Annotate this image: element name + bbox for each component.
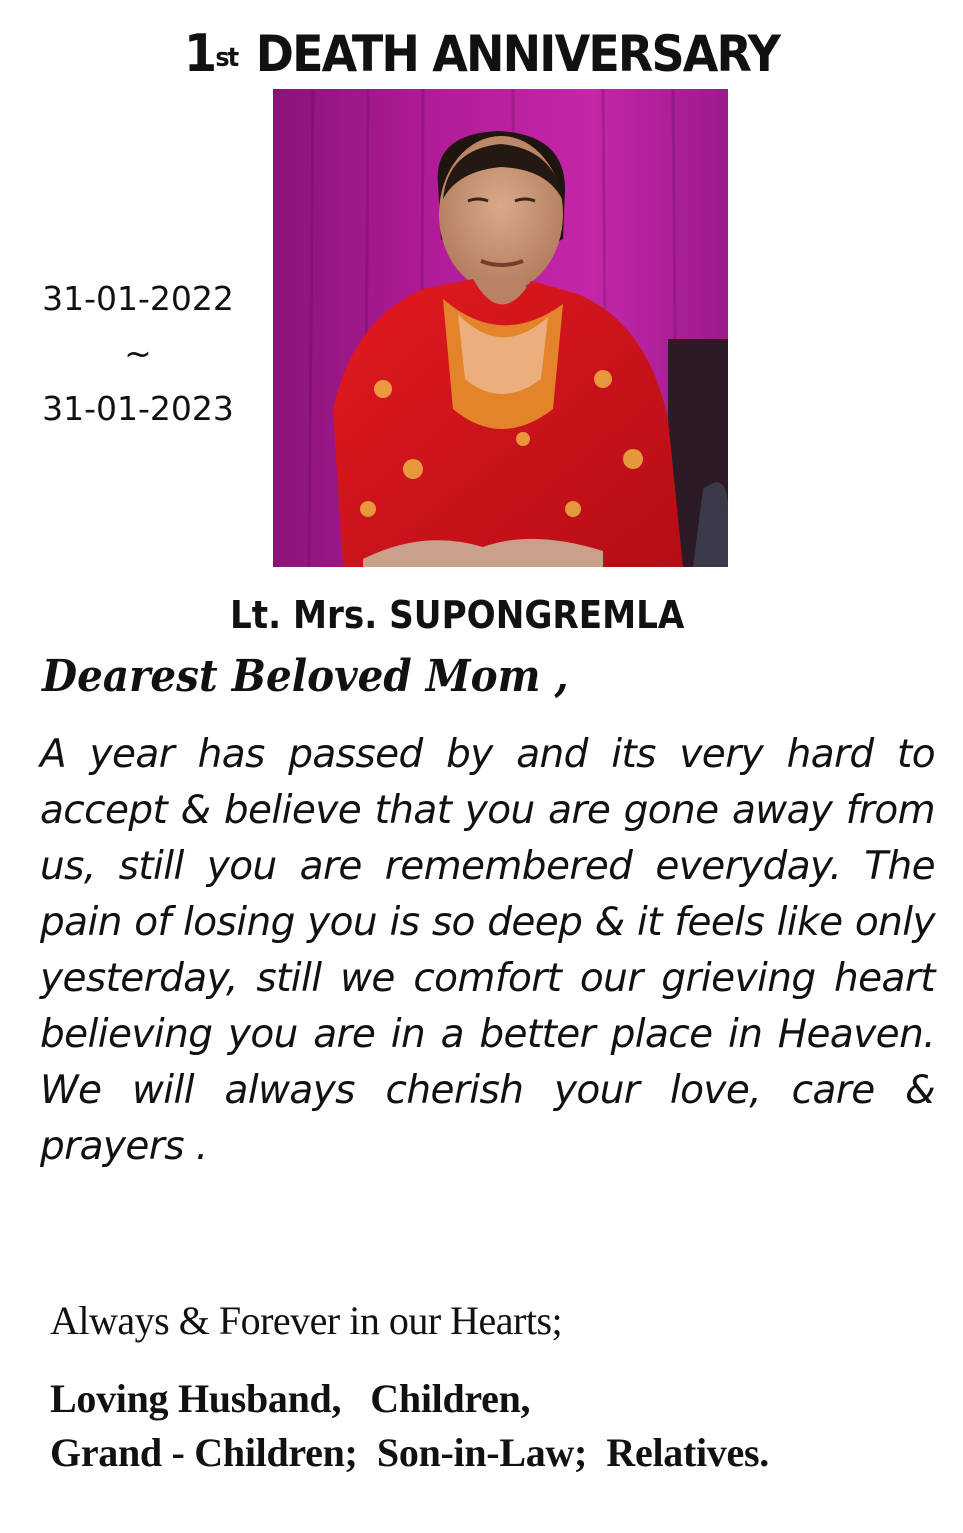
life-dates: [20, 272, 256, 436]
message-line: believing you are in a better place in Heaven.: [40, 1012, 935, 1057]
signoff-line: Grand - Children; Son-in-Law; Relatives.: [50, 1430, 769, 1475]
anniversary-title: [39, 22, 925, 86]
deceased-name: Lt. Mrs. SUPONGREMLA: [229, 593, 685, 637]
end-date: 31-01-2023: [42, 389, 234, 428]
message-line: us, still you are remembered everyday. The: [40, 844, 935, 889]
message-line: pain of losing you is so deep & it feels like only: [40, 900, 935, 945]
start-date: 31-01-2022: [42, 279, 234, 318]
tribute-message: [40, 727, 935, 1175]
message-line: accept & believe that you are gone away from: [40, 788, 935, 833]
date-separator: ~: [124, 334, 152, 373]
anniversary-ordinal: 1: [183, 24, 216, 84]
message-line: We will always cherish your love, care &: [40, 1068, 935, 1113]
anniversary-title-text: DEATH ANNIVERSARY: [255, 25, 780, 83]
signoff-line: Loving Husband, Children,: [50, 1376, 531, 1421]
message-line: yesterday, still we comfort our grieving heart: [40, 956, 935, 1001]
portrait-photo: [273, 89, 728, 567]
message-line: A year has passed by and its very hard to: [40, 732, 935, 777]
message-line: prayers .: [40, 1124, 208, 1169]
salutation: Dearest Beloved Mom ,: [42, 651, 569, 702]
anniversary-ordinal-suffix: st: [215, 43, 238, 73]
closing-line: Always & Forever in our Hearts;: [50, 1298, 563, 1343]
family-signoff: [50, 1372, 769, 1480]
